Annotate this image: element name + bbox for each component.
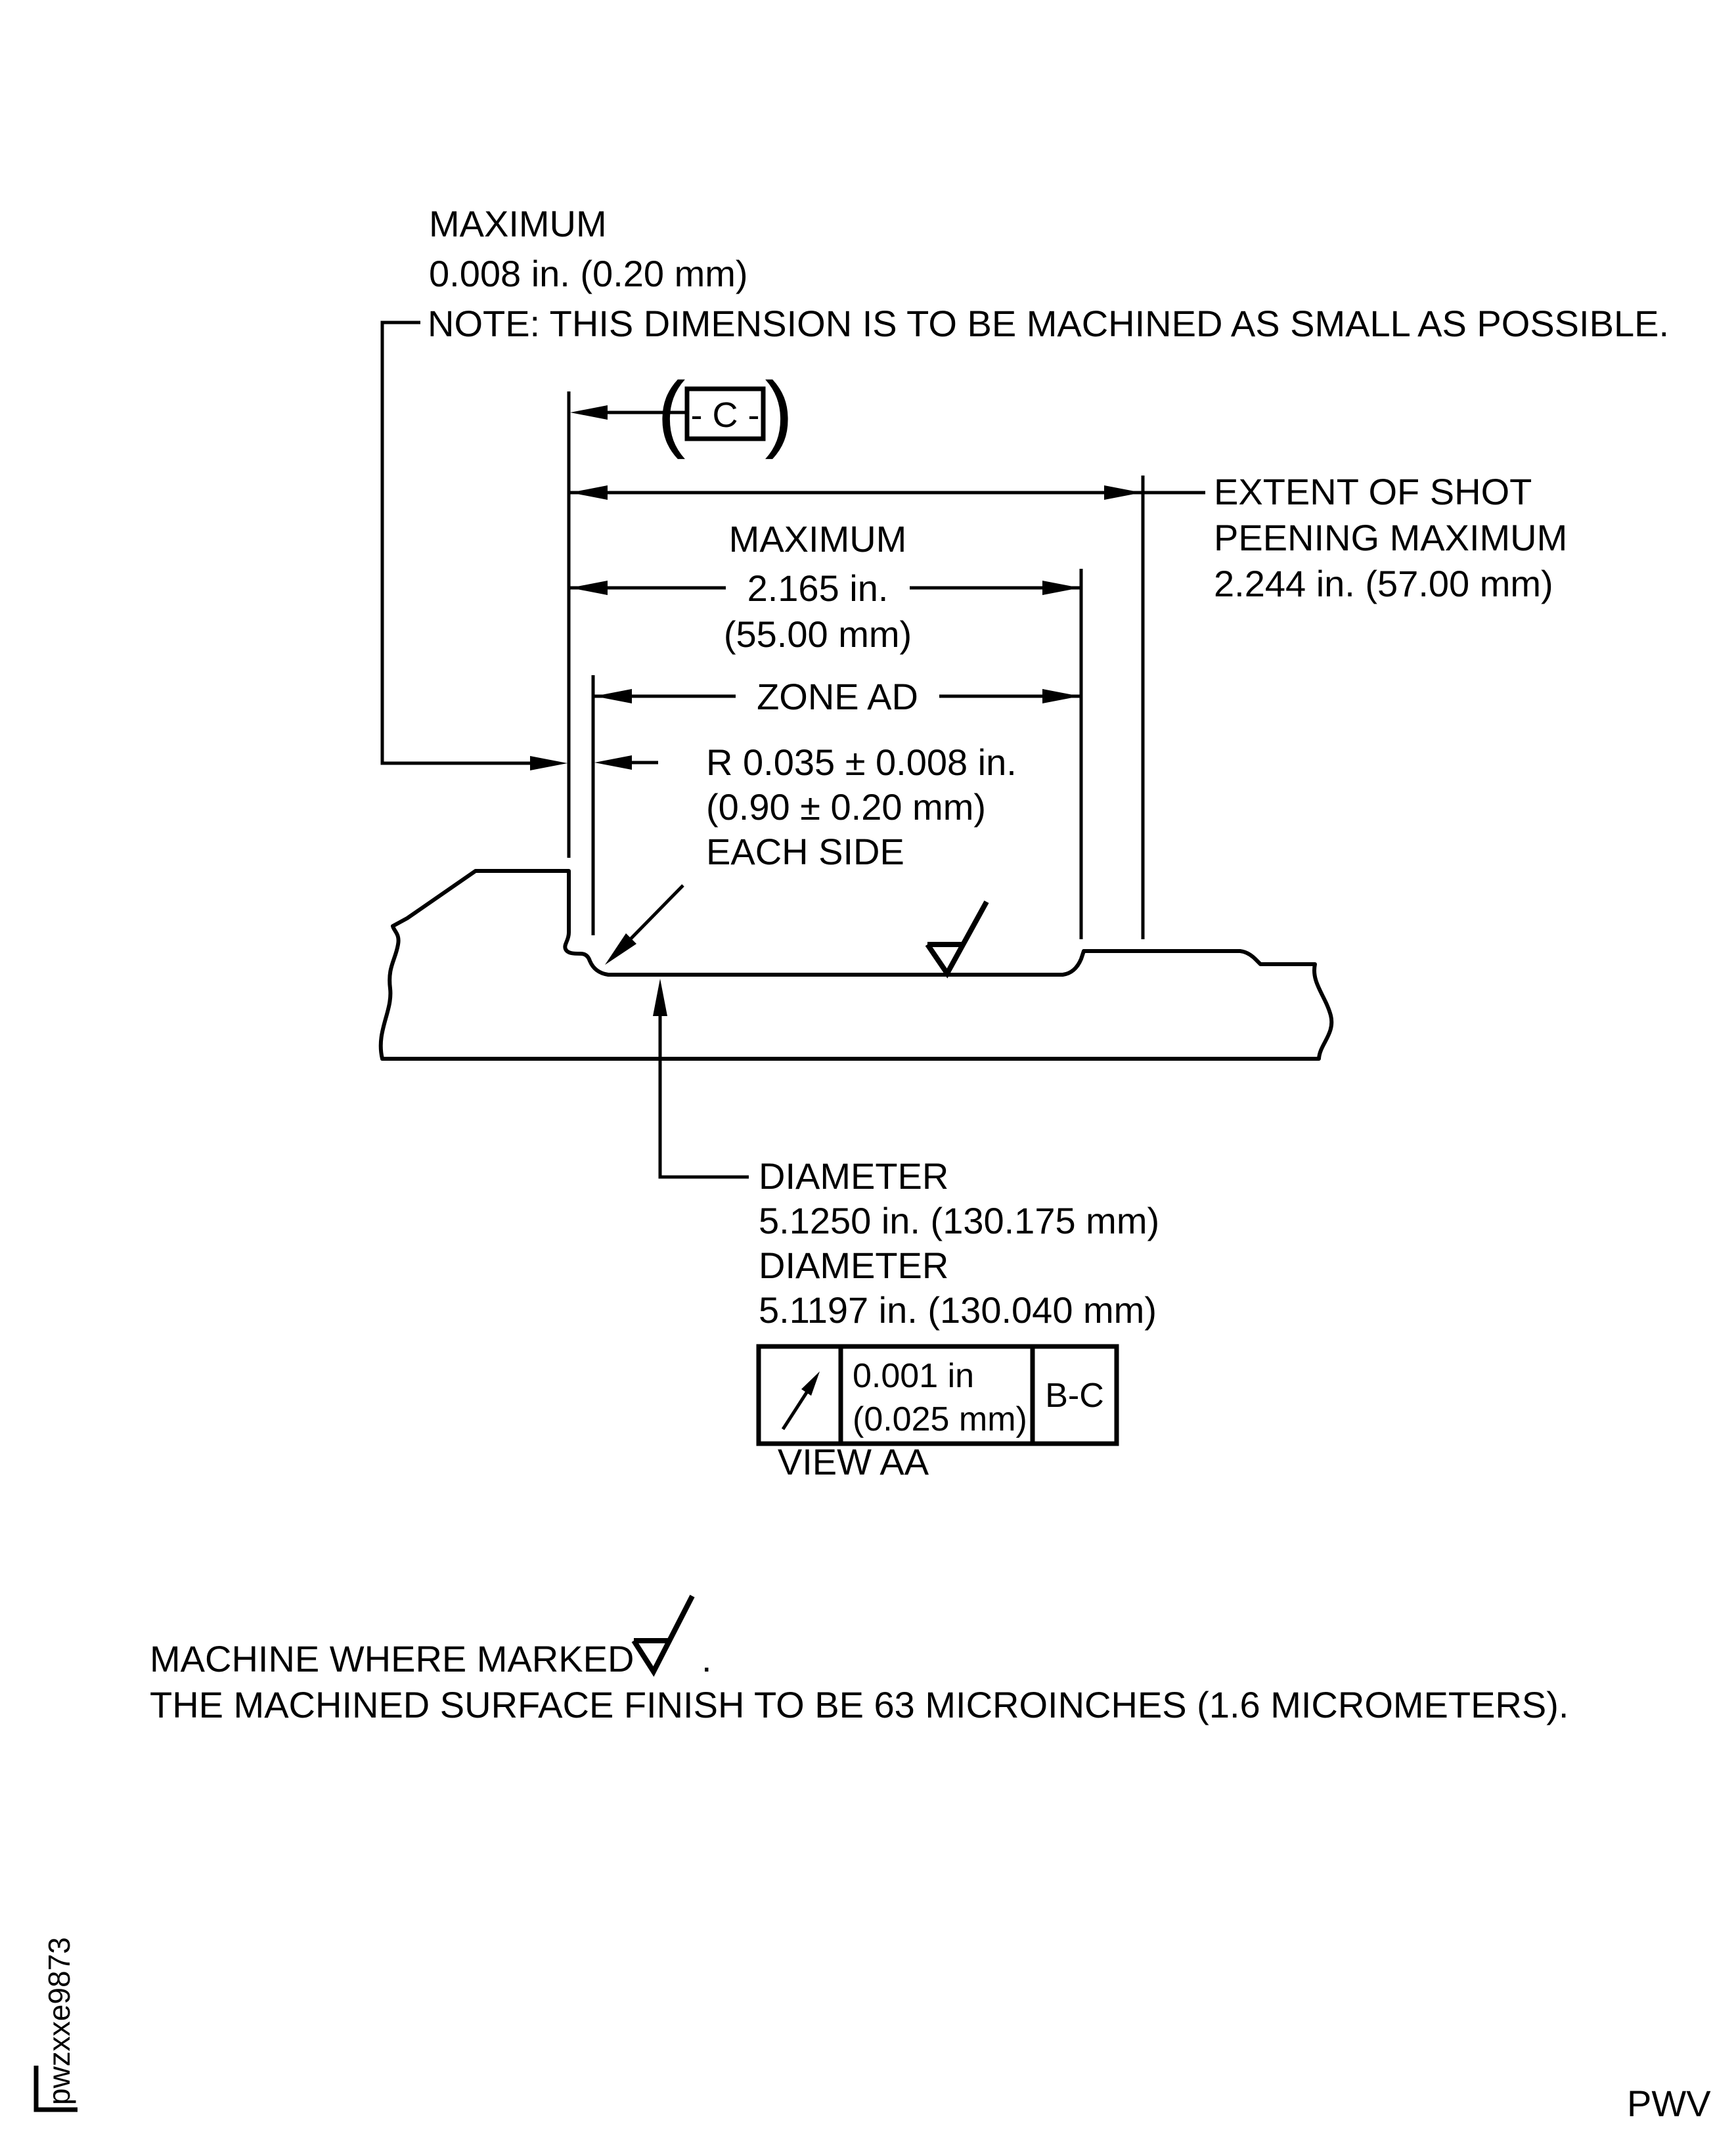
margin-marks [36, 1937, 1711, 2124]
fcf-tolerance-metric: (0.025 mm) [853, 1400, 1027, 1438]
top-note-block [428, 203, 1669, 344]
radius-text-2: (0.90 ± 0.20 mm) [706, 786, 986, 828]
zone-ad-dimension [594, 676, 1080, 717]
max-width-label: MAXIMUM [728, 518, 907, 560]
diameter-text-4: 5.1197 in. (130.040 mm) [759, 1289, 1157, 1331]
top-note-value: 0.008 in. (0.20 mm) [429, 253, 748, 294]
fcf-tolerance-inches: 0.001 in [853, 1357, 975, 1395]
zone-ad-label: ZONE AD [757, 676, 918, 717]
shot-peening-text-2: PEENING MAXIMUM [1214, 517, 1568, 558]
fcf-datum-reference: B-C [1045, 1377, 1104, 1415]
leader-arrowhead-right [530, 756, 568, 770]
radius-text-3: EACH SIDE [706, 831, 904, 872]
datum-close-paren: ) [765, 364, 793, 460]
top-note-text: NOTE: THIS DIMENSION IS TO BE MACHINED AS SMALL AS POSSIBLE. [428, 303, 1669, 344]
diameter-text-3: DIAMETER [759, 1245, 949, 1286]
note-leader-line [382, 322, 568, 770]
diameter-text-1: DIAMETER [759, 1155, 949, 1197]
shot-peening-dimension [570, 471, 1567, 604]
doc-code: pwzxxe9873 [42, 1937, 76, 2105]
circular-runout-icon [783, 1371, 820, 1429]
datum-c-callout [570, 364, 793, 460]
diameter-text-2: 5.1250 in. (130.175 mm) [759, 1200, 1160, 1241]
dim-arrowhead-left [570, 485, 608, 500]
max-width-dimension [570, 518, 1080, 655]
dim-arrowhead-left [570, 581, 608, 595]
machining-note-line1: MACHINE WHERE MARKED [150, 1638, 634, 1679]
dim-arrowhead-left [594, 689, 632, 703]
feature-control-frame [759, 1346, 1117, 1444]
machining-note [150, 1596, 1569, 1725]
shot-peening-text-1: EXTENT OF SHOT [1214, 471, 1532, 512]
dim-arrowhead-right [1042, 689, 1080, 703]
datum-open-paren: ( [657, 364, 686, 460]
max-width-inches: 2.165 in. [747, 567, 889, 609]
part-profile-outline [381, 871, 1332, 1059]
shot-peening-text-3: 2.244 in. (57.00 mm) [1214, 563, 1553, 604]
datum-arrowhead-left [570, 405, 608, 420]
top-note-maximum: MAXIMUM [429, 203, 607, 244]
datum-label: - C - [690, 395, 760, 435]
dim-arrowhead-right [1042, 581, 1080, 595]
radius-text-1: R 0.035 ± 0.008 in. [706, 742, 1017, 783]
dim-arrowhead-right [1104, 485, 1142, 500]
gap-arrowhead-left [594, 755, 632, 770]
diameter-arrowhead-up [653, 979, 667, 1016]
machining-note-period: . [701, 1638, 712, 1679]
diameter-callout [653, 979, 1159, 1331]
view-label: VIEW AA [777, 1441, 929, 1482]
machining-note-line2: THE MACHINED SURFACE FINISH TO BE 63 MICROINCHES (1.6 MICROMETERS). [150, 1684, 1569, 1725]
page-code: PWV [1627, 2083, 1711, 2124]
max-width-metric: (55.00 mm) [723, 613, 912, 655]
surface-finish-icon [634, 1596, 692, 1672]
radius-callout [594, 742, 1017, 965]
surface-finish-icon [927, 902, 987, 973]
